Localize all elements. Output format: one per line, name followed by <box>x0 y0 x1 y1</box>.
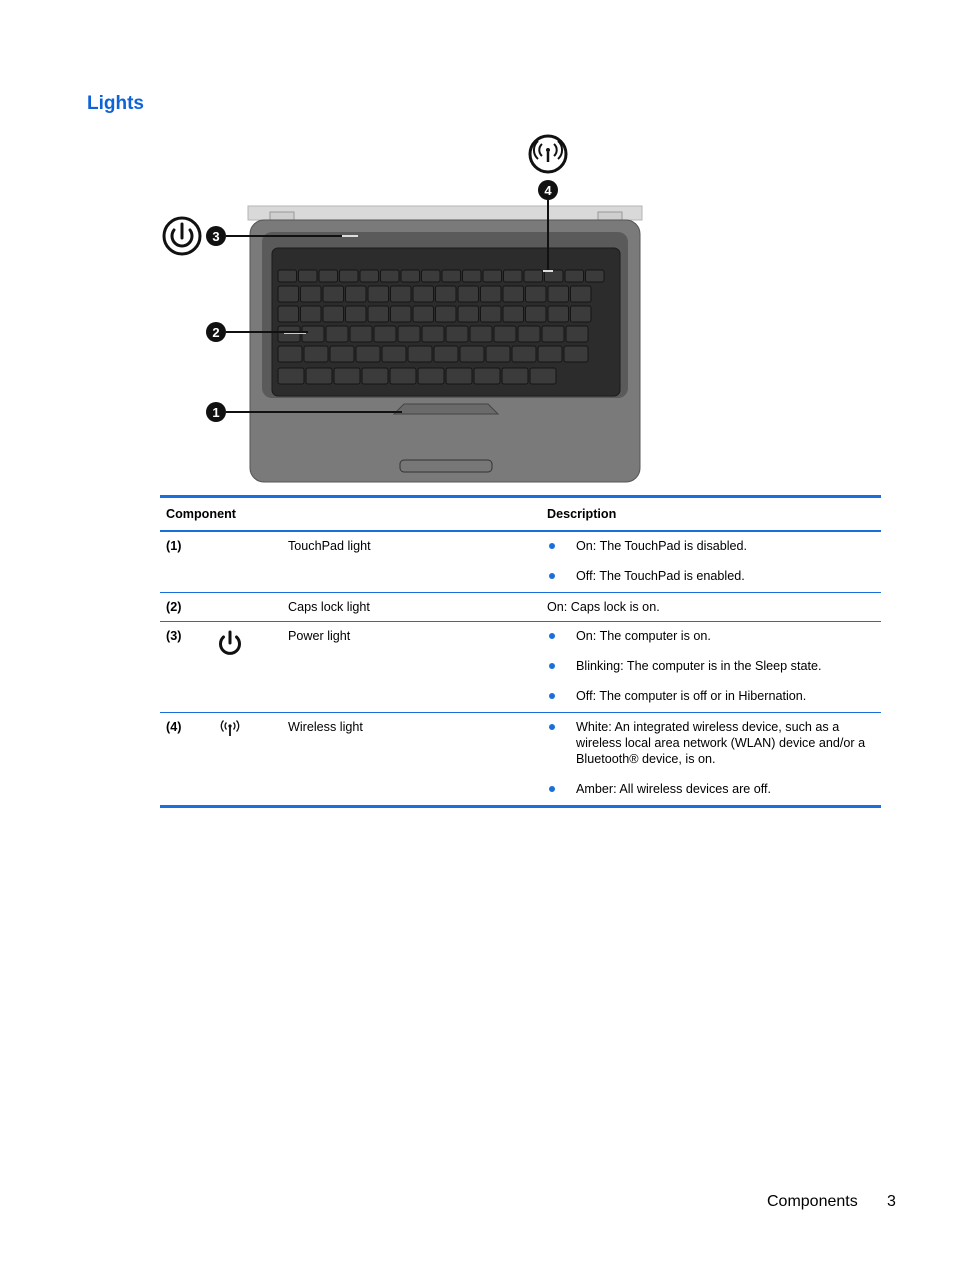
keyboard-key <box>458 306 479 322</box>
component-description <box>541 531 881 593</box>
keyboard-key <box>413 286 434 302</box>
keyboard-key <box>418 368 444 384</box>
keyboard-key <box>299 270 318 282</box>
keyboard-key <box>330 346 354 362</box>
keyboard-key <box>278 286 299 302</box>
list-item <box>547 538 875 554</box>
bullet-icon <box>549 573 555 579</box>
keyboard-key <box>323 286 344 302</box>
keyboard-key <box>390 368 416 384</box>
callout-1: 1 <box>212 405 220 420</box>
keyboard-key <box>512 346 536 362</box>
keyboard-key <box>486 346 510 362</box>
component-description: On: Caps lock is on. <box>547 600 660 614</box>
keyboard-key <box>323 306 344 322</box>
power-icon <box>216 629 244 657</box>
component-icon-cell <box>208 622 282 713</box>
keyboard-key <box>446 368 472 384</box>
keyboard-key <box>571 286 592 302</box>
component-description <box>541 713 881 807</box>
keyboard-key <box>304 346 328 362</box>
component-name: Caps lock light <box>288 600 370 614</box>
column-header-description: Description <box>547 507 617 521</box>
page-number: 3 <box>887 1193 896 1210</box>
keyboard-key <box>422 270 441 282</box>
bullet-icon <box>549 724 555 730</box>
column-header-component: Component <box>166 507 236 521</box>
laptop-figure <box>158 130 648 490</box>
bullet-text: Off: The TouchPad is enabled. <box>576 569 745 583</box>
bullet-text: On: The computer is on. <box>576 629 711 643</box>
table-header-row <box>160 497 881 532</box>
table-row <box>160 713 881 807</box>
keyboard-key <box>368 286 389 302</box>
list-item <box>547 628 875 644</box>
keyboard-key <box>413 306 434 322</box>
keyboard-key <box>481 306 502 322</box>
component-icon-cell <box>208 531 282 593</box>
callout-2: 2 <box>212 325 220 340</box>
keyboard-key <box>360 270 379 282</box>
components-table <box>160 495 881 808</box>
keyboard-key <box>503 286 524 302</box>
callout-3: 3 <box>212 229 220 244</box>
keyboard-key <box>565 270 584 282</box>
keyboard-key <box>326 326 348 342</box>
keyboard-key <box>481 286 502 302</box>
keyboard-key <box>526 286 547 302</box>
keyboard-key <box>278 346 302 362</box>
keyboard-key <box>524 270 543 282</box>
list-item <box>547 781 875 797</box>
component-name: Wireless light <box>288 720 363 734</box>
list-item <box>547 568 875 584</box>
keyboard-key <box>346 286 367 302</box>
keyboard-key <box>571 306 592 322</box>
keyboard-key <box>408 346 432 362</box>
keyboard-key <box>346 306 367 322</box>
keyboard-key <box>503 306 524 322</box>
component-name: Power light <box>288 629 351 643</box>
list-item <box>547 719 875 767</box>
keyboard-key <box>340 270 359 282</box>
bullet-text: Off: The computer is off or in Hibernation. <box>576 689 807 703</box>
keyboard-key <box>526 306 547 322</box>
list-item <box>547 688 875 704</box>
keyboard-key <box>368 306 389 322</box>
bullet-icon <box>549 543 555 549</box>
component-number: (4) <box>166 720 182 734</box>
keyboard-key <box>374 326 396 342</box>
keyboard-key <box>504 270 523 282</box>
keyboard-key <box>391 306 412 322</box>
table-row <box>160 531 881 593</box>
keyboard-key <box>442 270 461 282</box>
bullet-icon <box>549 663 555 669</box>
list-item <box>547 658 875 674</box>
keyboard-key <box>530 368 556 384</box>
keyboard-key <box>483 270 502 282</box>
keyboard-key <box>494 326 516 342</box>
keyboard-key <box>334 368 360 384</box>
keyboard-key <box>356 346 380 362</box>
bullet-icon <box>549 786 555 792</box>
keyboard-key <box>470 326 492 342</box>
keyboard-key <box>458 286 479 302</box>
keyboard-key <box>422 326 444 342</box>
bullet-icon <box>549 693 555 699</box>
bullet-text: White: An integrated wireless device, such as a wireless local area network (WLAN) device and/or a Bluetooth® device, is on. <box>576 720 866 766</box>
bullet-text: Amber: All wireless devices are off. <box>576 782 772 796</box>
bullet-text: On: The TouchPad is disabled. <box>576 539 748 553</box>
keyboard-key <box>436 286 457 302</box>
keyboard-key <box>502 368 528 384</box>
keyboard-key <box>301 306 322 322</box>
keyboard-key <box>278 270 297 282</box>
component-icon-cell <box>208 593 282 622</box>
power-icon <box>164 218 200 254</box>
callout-4: 4 <box>544 183 552 198</box>
keyboard-key <box>460 346 484 362</box>
bullet-icon <box>549 633 555 639</box>
table-row <box>160 593 881 622</box>
component-number: (3) <box>166 629 182 643</box>
keyboard-key <box>350 326 372 342</box>
keyboard-key <box>548 286 569 302</box>
keyboard-key <box>548 306 569 322</box>
footer-section-title: Components <box>767 1193 858 1210</box>
keyboard-key <box>319 270 338 282</box>
component-number: (2) <box>166 600 182 614</box>
section-title: Lights <box>87 93 144 114</box>
keyboard-key <box>306 368 332 384</box>
keyboard-key <box>446 326 468 342</box>
keyboard-key <box>434 346 458 362</box>
bullet-text: Blinking: The computer is in the Sleep state. <box>576 659 822 673</box>
keyboard-key <box>362 368 388 384</box>
keyboard-key <box>542 326 564 342</box>
keyboard-key <box>401 270 420 282</box>
keyboard-key <box>518 326 540 342</box>
wireless-icon <box>530 136 566 172</box>
component-icon-cell <box>208 713 282 807</box>
keyboard-key <box>382 346 406 362</box>
keyboard-key <box>391 286 412 302</box>
component-name: TouchPad light <box>288 539 371 553</box>
wireless-icon <box>218 719 242 739</box>
keyboard-key <box>278 306 299 322</box>
component-number: (1) <box>166 539 182 553</box>
keyboard-key <box>586 270 605 282</box>
table-row <box>160 622 881 713</box>
keyboard-key <box>436 306 457 322</box>
keyboard-key <box>463 270 482 282</box>
keyboard-key <box>564 346 588 362</box>
keyboard-key <box>301 286 322 302</box>
keyboard-key <box>566 326 588 342</box>
keyboard-key <box>474 368 500 384</box>
keyboard-key <box>381 270 400 282</box>
keyboard-key <box>278 368 304 384</box>
keyboard-key <box>398 326 420 342</box>
component-description <box>541 622 881 713</box>
keyboard-key <box>538 346 562 362</box>
